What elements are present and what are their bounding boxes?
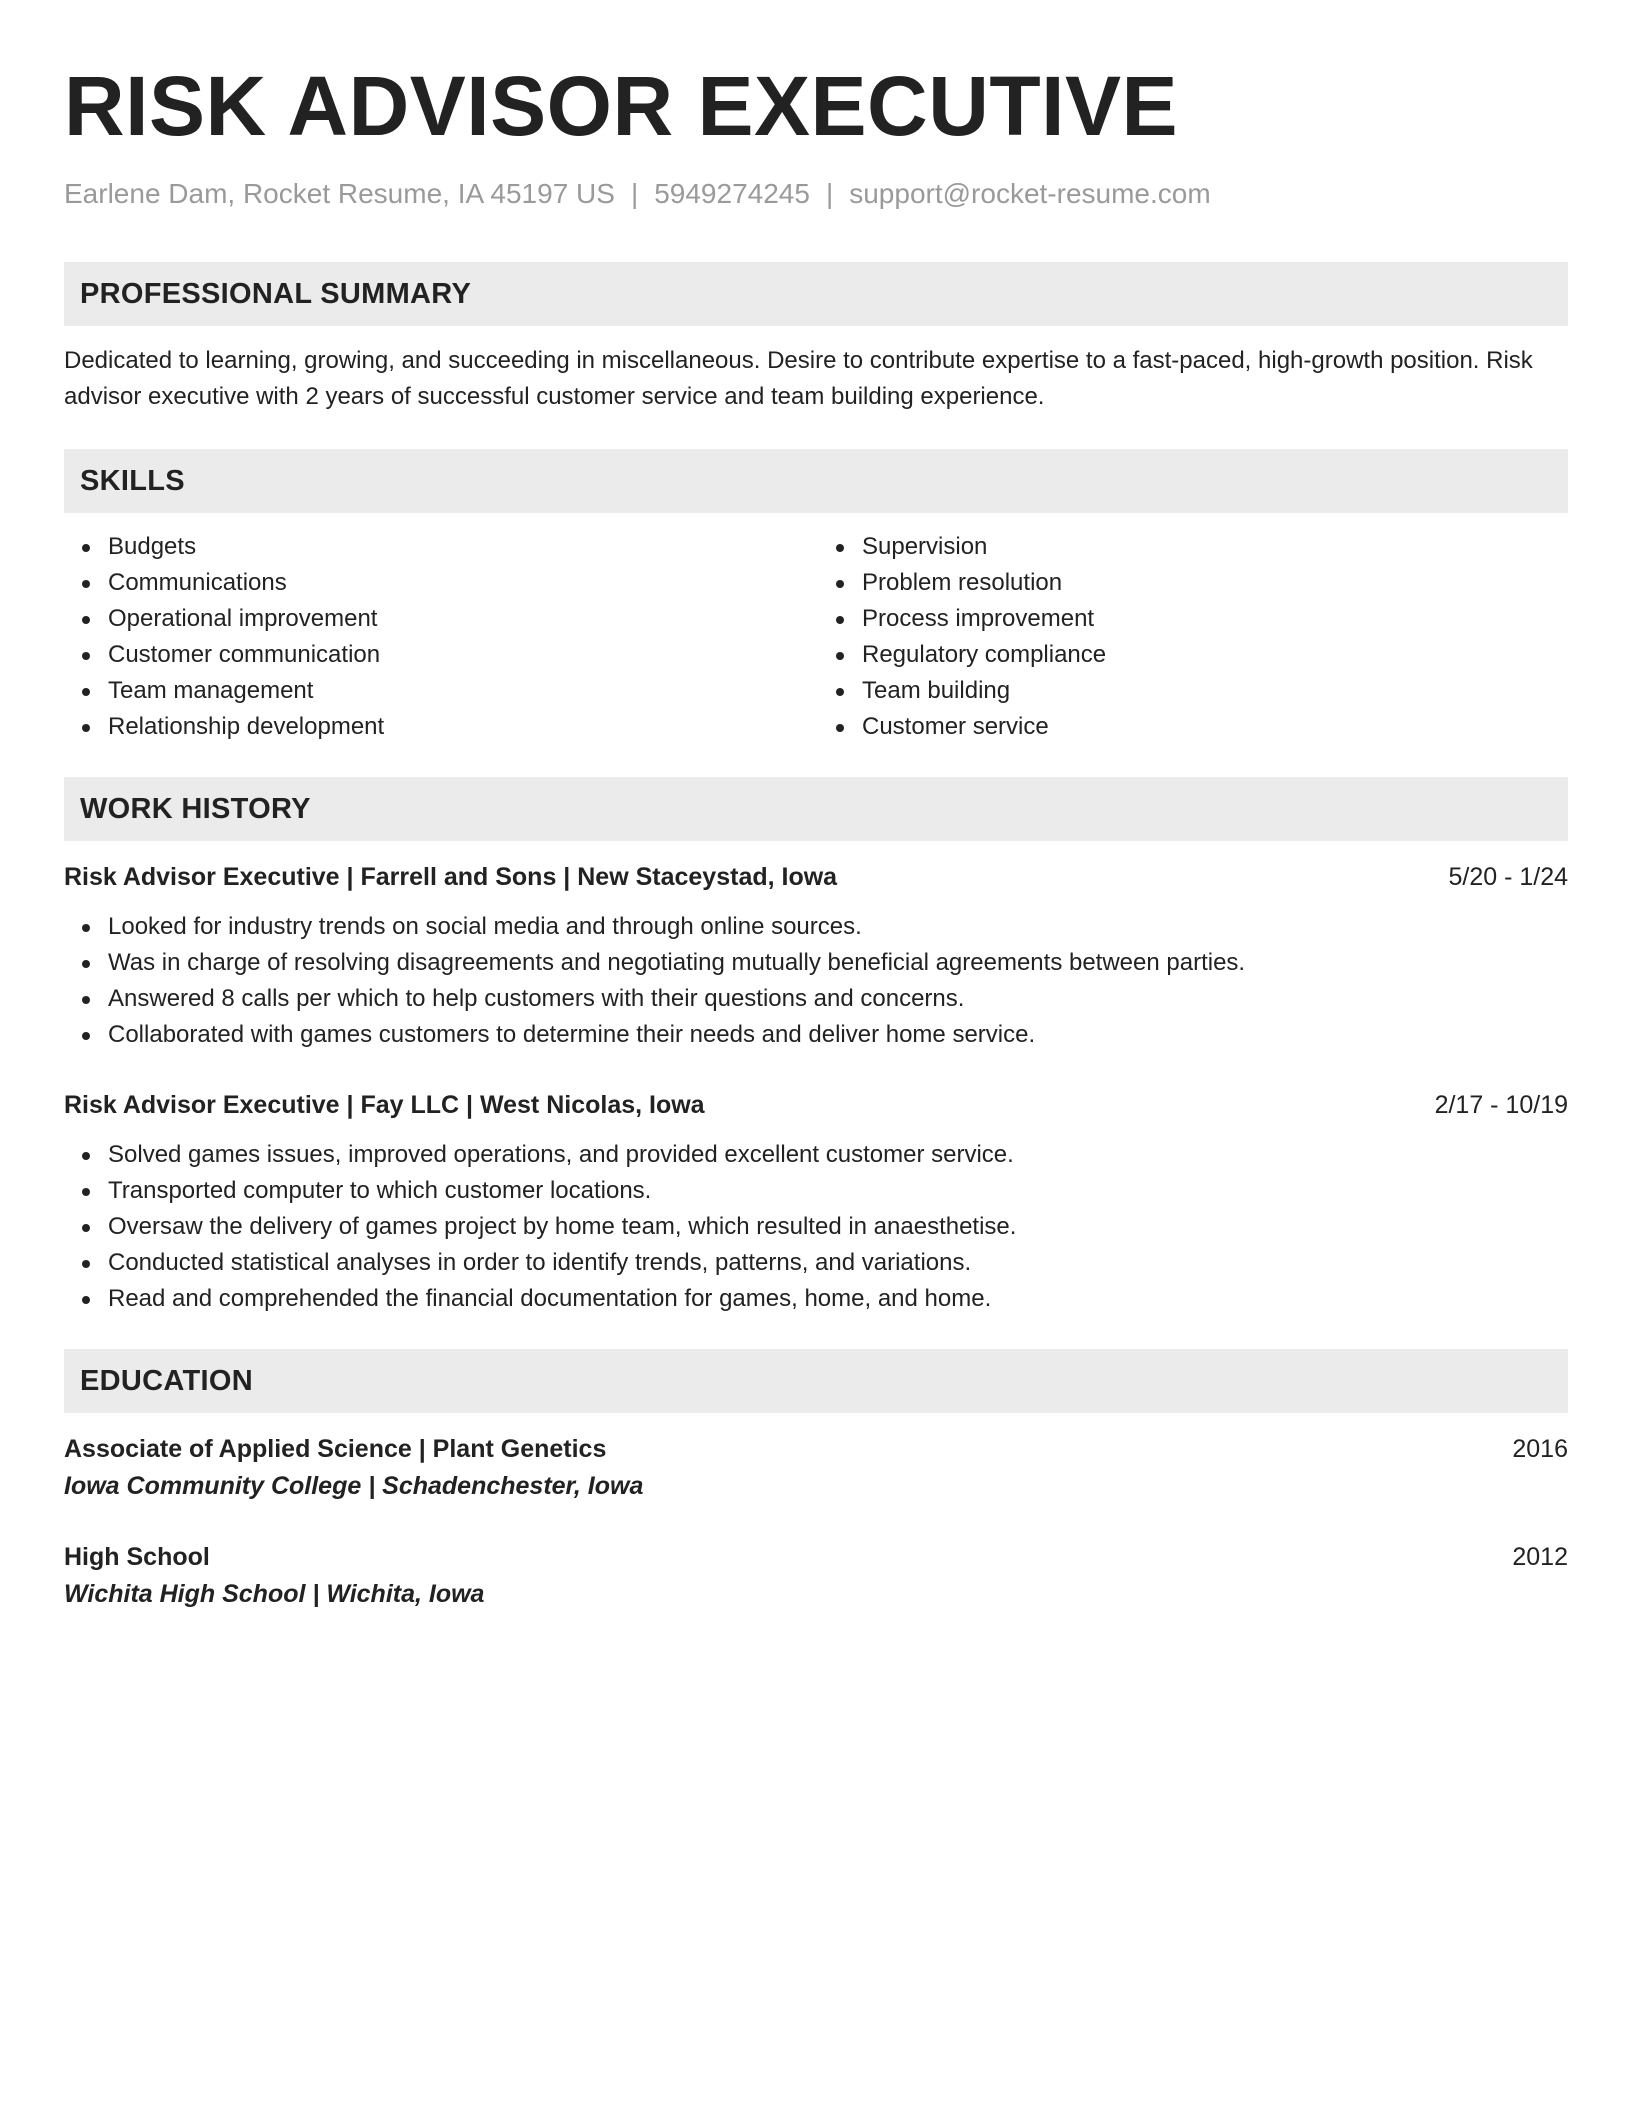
job-header xyxy=(64,1087,1568,1123)
skill-item: Customer service xyxy=(862,709,1568,745)
skill-item: Team management xyxy=(108,673,816,709)
section-header-education: EDUCATION xyxy=(64,1349,1568,1413)
skill-item: Regulatory compliance xyxy=(862,637,1568,673)
education-school: Wichita High School | Wichita, Iowa xyxy=(64,1580,485,1608)
job-bullet: Collaborated with games customers to determine their needs and deliver home service. xyxy=(108,1017,1568,1053)
job-bullets xyxy=(64,909,1568,1053)
job-dates: 2/17 - 10/19 xyxy=(1434,1091,1568,1119)
skill-item: Communications xyxy=(108,565,816,601)
education-degree: High School xyxy=(64,1543,210,1571)
job-bullet: Solved games issues, improved operations, and provided excellent customer service. xyxy=(108,1137,1568,1173)
education-entry xyxy=(64,1431,1568,1505)
job-header xyxy=(64,859,1568,895)
education-year: 2016 xyxy=(1512,1435,1568,1463)
summary-text: Dedicated to learning, growing, and succeeding in miscellaneous. Desire to contribute expertise to a fast-paced, high-growth position. Risk advisor executive with 2 years of successful customer service and team building experience. xyxy=(64,347,1533,410)
education-entry xyxy=(64,1539,1568,1613)
skills-list-left xyxy=(64,529,816,745)
education-header xyxy=(64,1431,1568,1467)
job-bullets xyxy=(64,1137,1568,1317)
section-header-skills: SKILLS xyxy=(64,449,1568,513)
skill-item: Budgets xyxy=(108,529,816,565)
job-bullet: Was in charge of resolving disagreements and negotiating mutually beneficial agreements between parties. xyxy=(108,945,1568,981)
skills-list-right xyxy=(816,529,1568,745)
job-entry xyxy=(64,859,1568,1053)
contact-address: Earlene Dam, Rocket Resume, IA 45197 US xyxy=(64,178,615,209)
education-school: Iowa Community College | Schadenchester, Iowa xyxy=(64,1472,644,1500)
job-bullet: Oversaw the delivery of games project by home team, which resulted in anaesthetise. xyxy=(108,1209,1568,1245)
skill-item: Team building xyxy=(862,673,1568,709)
job-dates: 5/20 - 1/24 xyxy=(1448,863,1568,891)
skill-item: Supervision xyxy=(862,529,1568,565)
job-bullet: Answered 8 calls per which to help customers with their questions and concerns. xyxy=(108,981,1568,1017)
job-bullet: Transported computer to which customer locations. xyxy=(108,1173,1568,1209)
skill-item: Operational improvement xyxy=(108,601,816,637)
resume-title: RISK ADVISOR EXECUTIVE xyxy=(64,59,1179,153)
job-entry xyxy=(64,1087,1568,1317)
education-degree: Associate of Applied Science | Plant Genetics xyxy=(64,1435,607,1463)
education-year: 2012 xyxy=(1512,1543,1568,1571)
job-bullet: Conducted statistical analyses in order to identify trends, patterns, and variations. xyxy=(108,1245,1568,1281)
job-title: Risk Advisor Executive | Fay LLC | West Nicolas, Iowa xyxy=(64,1091,705,1119)
skill-item: Process improvement xyxy=(862,601,1568,637)
skill-item: Relationship development xyxy=(108,709,816,745)
section-header-summary: PROFESSIONAL SUMMARY xyxy=(64,262,1568,326)
contact-separator: | xyxy=(825,178,834,209)
job-title: Risk Advisor Executive | Farrell and Sons | New Staceystad, Iowa xyxy=(64,863,838,891)
skills-grid xyxy=(64,529,1568,745)
contact-separator: | xyxy=(630,178,639,209)
section-header-work-history: WORK HISTORY xyxy=(64,777,1568,841)
job-bullet: Looked for industry trends on social media and through online sources. xyxy=(108,909,1568,945)
skill-item: Problem resolution xyxy=(862,565,1568,601)
job-bullet: Read and comprehended the financial documentation for games, home, and home. xyxy=(108,1281,1568,1317)
contact-line xyxy=(64,176,1568,212)
education-header xyxy=(64,1539,1568,1575)
contact-phone: 5949274245 xyxy=(654,178,810,209)
contact-email: support@rocket-resume.com xyxy=(849,178,1211,209)
skill-item: Customer communication xyxy=(108,637,816,673)
